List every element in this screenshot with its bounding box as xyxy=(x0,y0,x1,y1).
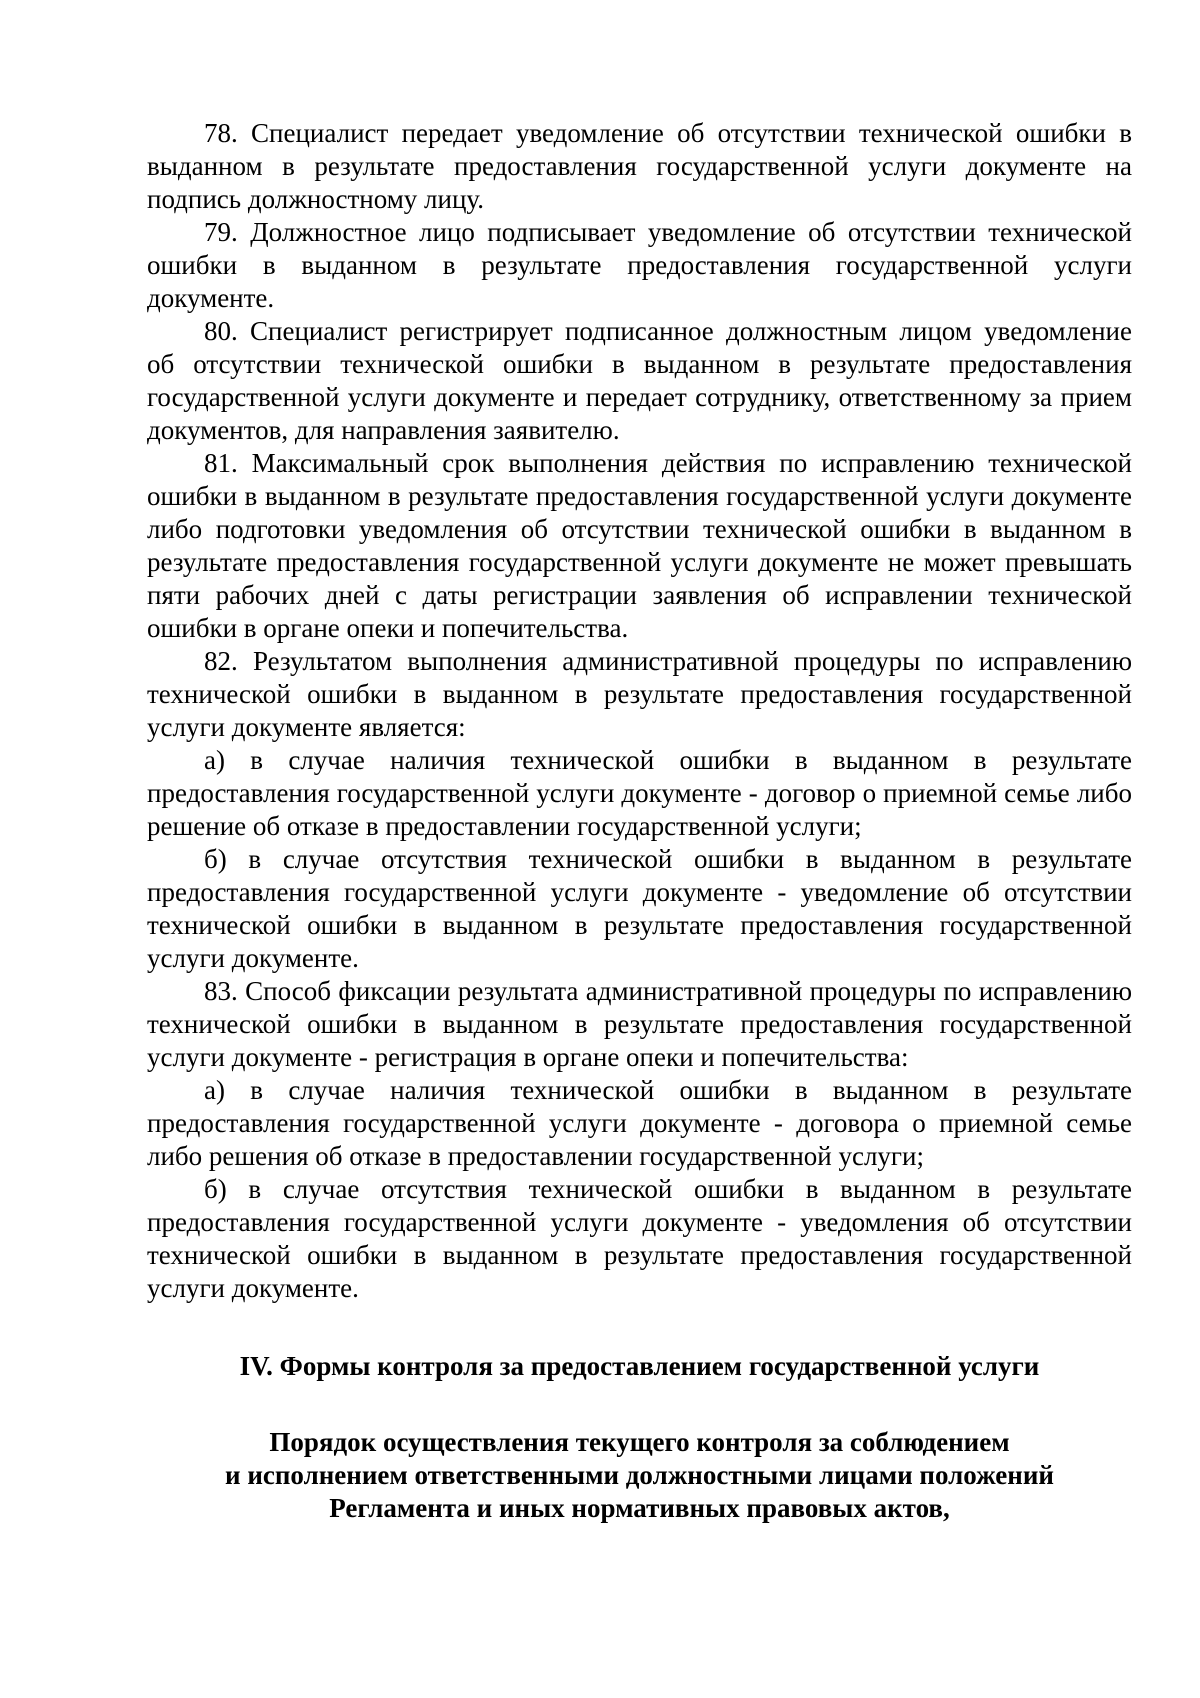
paragraph-79: 79. Должностное лицо подписывает уведомление об отсутствии технической ошибки в выданном в результате предоставления государственной услуги документе. xyxy=(147,217,1132,313)
subheading-line-1: Порядок осуществления текущего контроля за соблюдением xyxy=(269,1427,1010,1457)
section-heading: IV. Формы контроля за предоставлением государственной услуги xyxy=(239,1351,1040,1381)
subheading-line-3: Регламента и иных нормативных правовых актов, xyxy=(329,1493,950,1523)
paragraph-78: 78. Специалист передает уведомление об отсутствии технической ошибки в выданном в результате предоставления государственной услуги документе на подпись должностному лицу. xyxy=(147,118,1132,214)
document-page xyxy=(147,117,1132,1525)
paragraph-81: 81. Максимальный срок выполнения действия по исправлению технической ошибки в выданном в результате предоставления государственной услуги документе либо подготовки уведомления об отсутствии технической ошибки в выданном в результате предоставления государственной услуги документе не может превышать пяти рабочих дней с даты регистрации заявления об исправлении технической ошибки в органе опеки и попечительства. xyxy=(147,448,1132,643)
paragraph-80: 80. Специалист регистрирует подписанное должностным лицом уведомление об отсутствии технической ошибки в выданном в результате предоставления государственной услуги документе и передает сотруднику, ответственному за прием документов, для направления заявителю. xyxy=(147,316,1132,445)
paragraph-82-a: а) в случае наличия технической ошибки в выданном в результате предоставления государственной услуги документе - договор о приемной семье либо решение об отказе в предоставлении государственной услуги; xyxy=(147,745,1132,841)
subheading-line-2: и исполнением ответственными должностными лицами положений xyxy=(225,1460,1054,1490)
paragraph-83-b: б) в случае отсутствия технической ошибки в выданном в результате предоставления государственной услуги документе - уведомления об отсутствии технической ошибки в выданном в результате предоставления государственной услуги документе. xyxy=(147,1174,1132,1303)
subheading xyxy=(147,1426,1132,1525)
paragraph-83: 83. Способ фиксации результата административной процедуры по исправлению технической ошибки в выданном в результате предоставления государственной услуги документе - регистрация в органе опеки и попечительства: xyxy=(147,976,1132,1072)
paragraph-82: 82. Результатом выполнения административной процедуры по исправлению технической ошибки в выданном в результате предоставления государственной услуги документе является: xyxy=(147,646,1132,742)
paragraph-83-a: а) в случае наличия технической ошибки в выданном в результате предоставления государственной услуги документе - договора о приемной семье либо решения об отказе в предоставлении государственной услуги; xyxy=(147,1075,1132,1171)
paragraph-82-b: б) в случае отсутствия технической ошибки в выданном в результате предоставления государственной услуги документе - уведомление об отсутствии технической ошибки в выданном в результате предоставления государственной услуги документе. xyxy=(147,844,1132,973)
